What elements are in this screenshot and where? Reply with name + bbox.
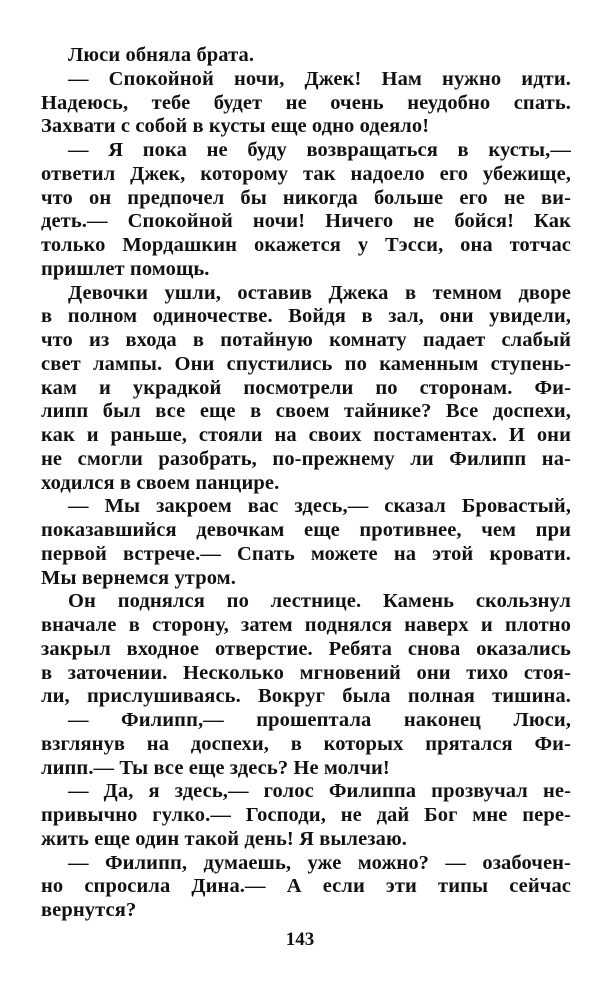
text-line: свет лампы. Они спустились по каменным ступень- [41, 352, 571, 375]
text-line: показавшийся девочкам еще противнее, чем при [41, 519, 571, 541]
text-line: как и раньше, стояли на своих постаментах. И они [41, 424, 571, 446]
text-line: ли, прислушиваясь. Вокруг была полная тишина. [41, 685, 571, 708]
text-line: Надеюсь, тебе будет не очень неудобно спать. [41, 91, 571, 114]
text-line: взглянув на доспехи, в которых прятался Фи- [41, 732, 571, 755]
text-line: но спросила Дина.— А если эти типы сейчас [41, 875, 571, 898]
text-line: — Да, я здесь,— голос Филиппа прозвучал не- [68, 780, 571, 803]
text-line: кам и украдкой посмотрели по сторонам. Фи- [41, 376, 571, 399]
text-line: закрыл входное отверстие. Ребята снова оказались [41, 637, 571, 660]
text-line: ходился в своем панцире. [41, 471, 280, 494]
text-line: Девочки ушли, оставив Джека в темном дворе [68, 281, 571, 304]
text-line: жить еще один такой день! Я вылезаю. [41, 827, 407, 850]
text-line: вначале в сторону, затем поднялся наверх и плотно [41, 614, 571, 636]
text-line: — Филипп, думаешь, уже можно? — озабочен- [68, 851, 571, 874]
text-line: что из входа в потайную комнату падает слабый [41, 329, 571, 351]
text-line: деть.— Спокойной ночи! Ничего не бойся! Как [41, 210, 571, 233]
text-line: — Филипп,— прошептала наконец Люси, [68, 709, 571, 731]
text-line: — Спокойной ночи, Джек! Нам нужно идти. [68, 67, 571, 90]
text-line: только Мордашкин окажется у Тэсси, она тотчас [41, 234, 571, 256]
page-number: 143 [285, 929, 315, 950]
book-page-text [41, 44, 571, 923]
text-line: — Мы закроем вас здесь,— сказал Бровастый, [68, 495, 571, 518]
text-line: Он поднялся по лестнице. Камень скользнул [68, 590, 571, 613]
text-line: привычно гулко.— Господи, не дай Бог мне пере- [41, 804, 571, 826]
text-line: Мы вернемся утром. [41, 566, 236, 589]
text-line: ответил Джек, которому так надоело его убежище, [41, 162, 571, 185]
text-line: пришлет помощь. [41, 257, 210, 280]
text-line: не смогли разобрать, по-прежнему ли Филипп на- [41, 447, 571, 470]
text-line: первой встрече.— Спать можете на этой кровати. [41, 542, 571, 565]
text-line: Захвати с собой в кусты еще одно одеяло! [41, 115, 430, 138]
text-line: липп был все еще в своем тайнике? Все доспехи, [41, 400, 571, 423]
text-line: что он предпочел бы никогда больше его не ви- [41, 186, 571, 209]
text-line: Люси обняла брата. [68, 44, 255, 66]
text-line: вернутся? [41, 899, 137, 921]
text-line: в заточении. Несколько мгновений они тихо стоя- [41, 661, 571, 684]
text-line: липп.— Ты все еще здесь? Не молчи! [41, 756, 390, 779]
text-line: в полном одиночестве. Войдя в зал, они увидели, [41, 305, 571, 328]
text-line: — Я пока не буду возвращаться в кусты,— [68, 139, 571, 161]
